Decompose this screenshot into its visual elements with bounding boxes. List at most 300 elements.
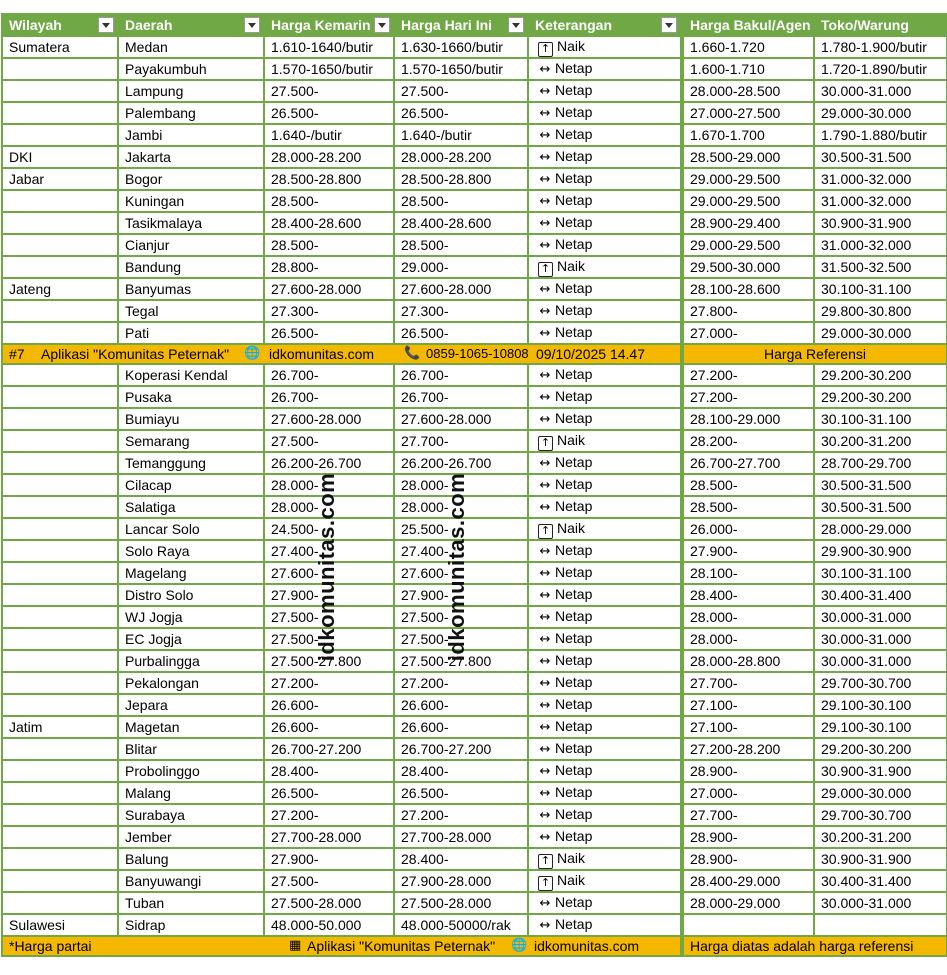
cell-harga-bakul[interactable]: 28.000-29.000 xyxy=(682,892,814,914)
cell-harga-hari-ini[interactable]: 26.500- xyxy=(394,782,528,804)
col-keterangan[interactable]: Keterangan xyxy=(528,14,682,36)
cell-wilayah[interactable] xyxy=(2,650,118,672)
cell-harga-kemarin[interactable]: 26.700- xyxy=(264,386,394,408)
cell-wilayah[interactable] xyxy=(2,694,118,716)
cell-harga-bakul[interactable]: 26.000- xyxy=(682,518,814,540)
cell-keterangan[interactable] xyxy=(528,102,682,124)
cell-harga-bakul[interactable]: 1.660-1.720 xyxy=(682,36,814,58)
cell-harga-hari-ini[interactable]: 27.200- xyxy=(394,672,528,694)
banner-phone[interactable]: 0859-1065-10808 xyxy=(426,346,529,361)
cell-daerah[interactable]: Semarang xyxy=(118,430,264,452)
cell-harga-kemarin[interactable]: 27.200- xyxy=(264,804,394,826)
cell-wilayah[interactable] xyxy=(2,760,118,782)
cell-toko-warung[interactable]: 30.100-31.100 xyxy=(814,408,947,430)
cell-harga-hari-ini[interactable]: 1.570-1650/butir xyxy=(394,58,528,80)
cell-harga-bakul[interactable]: 27.000- xyxy=(682,322,814,344)
cell-harga-hari-ini[interactable]: 27.500- xyxy=(394,606,528,628)
cell-harga-hari-ini[interactable]: 28.500- xyxy=(394,190,528,212)
cell-wilayah[interactable] xyxy=(2,672,118,694)
cell-daerah[interactable]: Cianjur xyxy=(118,234,264,256)
cell-harga-hari-ini[interactable]: 26.700- xyxy=(394,364,528,386)
col-toko-warung: Toko/Warung xyxy=(814,14,947,36)
cell-harga-bakul[interactable]: 28.900- xyxy=(682,760,814,782)
cell-wilayah[interactable]: Sumatera xyxy=(2,36,118,58)
cell-harga-hari-ini[interactable]: 27.200- xyxy=(394,804,528,826)
cell-wilayah[interactable] xyxy=(2,540,118,562)
cell-harga-bakul[interactable]: 29.000-29.500 xyxy=(682,234,814,256)
cell-harga-bakul[interactable]: 26.700-27.700 xyxy=(682,452,814,474)
cell-harga-bakul[interactable]: 28.500- xyxy=(682,496,814,518)
cell-keterangan[interactable] xyxy=(528,562,682,584)
cell-harga-hari-ini[interactable]: 26.200-26.700 xyxy=(394,452,528,474)
cell-harga-kemarin[interactable]: 27.500-27.800 xyxy=(264,650,394,672)
cell-keterangan[interactable] xyxy=(528,760,682,782)
cell-wilayah[interactable] xyxy=(2,234,118,256)
cell-keterangan[interactable] xyxy=(528,672,682,694)
cell-harga-hari-ini[interactable]: 27.700- xyxy=(394,430,528,452)
cell-toko-warung[interactable]: 29.700-30.700 xyxy=(814,804,947,826)
cell-wilayah[interactable] xyxy=(2,212,118,234)
cell-harga-bakul[interactable]: 28.000-28.800 xyxy=(682,650,814,672)
cell-wilayah[interactable] xyxy=(2,386,118,408)
filter-dropdown-icon[interactable] xyxy=(374,17,390,33)
cell-harga-bakul[interactable]: 28.400-29.000 xyxy=(682,870,814,892)
cell-daerah[interactable]: Banyumas xyxy=(118,278,264,300)
cell-harga-kemarin[interactable]: 27.600-28.000 xyxy=(264,278,394,300)
cell-keterangan[interactable] xyxy=(528,168,682,190)
table-row xyxy=(2,430,947,452)
cell-harga-kemarin[interactable]: 28.800- xyxy=(264,256,394,278)
cell-daerah[interactable]: WJ Jogja xyxy=(118,606,264,628)
cell-harga-kemarin[interactable]: 26.200-26.700 xyxy=(264,452,394,474)
cell-daerah[interactable]: Tasikmalaya xyxy=(118,212,264,234)
cell-wilayah[interactable] xyxy=(2,606,118,628)
cell-daerah[interactable]: Malang xyxy=(118,782,264,804)
cell-keterangan[interactable] xyxy=(528,738,682,760)
cell-keterangan[interactable] xyxy=(528,234,682,256)
cell-keterangan[interactable] xyxy=(528,146,682,168)
cell-harga-kemarin[interactable]: 26.600- xyxy=(264,694,394,716)
cell-harga-bakul[interactable]: 28.100-28.600 xyxy=(682,278,814,300)
cell-harga-hari-ini[interactable]: 27.500-28.000 xyxy=(394,892,528,914)
cell-harga-hari-ini[interactable]: 27.700-28.000 xyxy=(394,826,528,848)
cell-harga-bakul[interactable]: 28.500-29.000 xyxy=(682,146,814,168)
cell-harga-hari-ini[interactable]: 27.500- xyxy=(394,80,528,102)
cell-keterangan[interactable] xyxy=(528,364,682,386)
cell-toko-warung[interactable]: 30.900-31.900 xyxy=(814,212,947,234)
filter-dropdown-icon[interactable] xyxy=(661,17,677,33)
cell-toko-warung[interactable]: 28.700-29.700 xyxy=(814,452,947,474)
cell-keterangan[interactable] xyxy=(528,58,682,80)
cell-wilayah[interactable] xyxy=(2,124,118,146)
cell-harga-bakul[interactable]: 28.100-29.000 xyxy=(682,408,814,430)
cell-harga-hari-ini[interactable]: 26.500- xyxy=(394,102,528,124)
cell-harga-kemarin[interactable]: 27.900- xyxy=(264,584,394,606)
cell-toko-warung[interactable]: 30.400-31.400 xyxy=(814,870,947,892)
cell-toko-warung[interactable]: 31.500-32.500 xyxy=(814,256,947,278)
cell-toko-warung[interactable]: 30.500-31.500 xyxy=(814,496,947,518)
cell-wilayah[interactable] xyxy=(2,738,118,760)
cell-harga-bakul[interactable]: 1.670-1.700 xyxy=(682,124,814,146)
cell-wilayah[interactable] xyxy=(2,190,118,212)
cell-toko-warung[interactable]: 30.200-31.200 xyxy=(814,826,947,848)
cell-keterangan[interactable] xyxy=(528,892,682,914)
cell-toko-warung[interactable]: 29.200-30.200 xyxy=(814,386,947,408)
cell-wilayah[interactable]: Sulawesi xyxy=(2,914,118,936)
cell-toko-warung[interactable]: 30.000-31.000 xyxy=(814,650,947,672)
cell-wilayah[interactable] xyxy=(2,80,118,102)
cell-harga-kemarin[interactable]: 27.600-28.000 xyxy=(264,408,394,430)
cell-wilayah[interactable] xyxy=(2,408,118,430)
cell-toko-warung[interactable]: 30.400-31.400 xyxy=(814,584,947,606)
cell-keterangan[interactable] xyxy=(528,36,682,58)
cell-toko-warung[interactable]: 29.200-30.200 xyxy=(814,738,947,760)
cell-toko-warung[interactable]: 30.000-31.000 xyxy=(814,628,947,650)
cell-harga-bakul[interactable]: 28.900- xyxy=(682,826,814,848)
cell-harga-bakul[interactable]: 27.700- xyxy=(682,672,814,694)
cell-harga-hari-ini[interactable]: 1.640-/butir xyxy=(394,124,528,146)
filter-dropdown-icon[interactable] xyxy=(244,17,260,33)
cell-toko-warung[interactable]: 1.720-1.890/butir xyxy=(814,58,947,80)
cell-daerah[interactable]: Jambi xyxy=(118,124,264,146)
cell-harga-hari-ini[interactable]: 28.000- xyxy=(394,474,528,496)
cell-harga-bakul[interactable]: 27.800- xyxy=(682,300,814,322)
cell-toko-warung[interactable]: 30.100-31.100 xyxy=(814,562,947,584)
cell-wilayah[interactable] xyxy=(2,584,118,606)
cell-harga-bakul[interactable]: 28.900-29.400 xyxy=(682,212,814,234)
cell-keterangan[interactable] xyxy=(528,628,682,650)
cell-toko-warung[interactable] xyxy=(814,914,947,936)
cell-keterangan[interactable] xyxy=(528,408,682,430)
cell-keterangan[interactable] xyxy=(528,870,682,892)
cell-keterangan[interactable] xyxy=(528,80,682,102)
cell-daerah[interactable]: Pekalongan xyxy=(118,672,264,694)
cell-harga-hari-ini[interactable]: 26.700- xyxy=(394,386,528,408)
cell-harga-bakul[interactable]: 27.000-27.500 xyxy=(682,102,814,124)
cell-daerah[interactable]: Medan xyxy=(118,36,264,58)
cell-harga-bakul[interactable]: 27.900- xyxy=(682,540,814,562)
cell-keterangan[interactable] xyxy=(528,826,682,848)
cell-harga-bakul[interactable]: 28.500- xyxy=(682,474,814,496)
cell-harga-kemarin[interactable]: 26.500- xyxy=(264,102,394,124)
cell-wilayah[interactable] xyxy=(2,496,118,518)
cell-wilayah[interactable] xyxy=(2,300,118,322)
cell-wilayah[interactable] xyxy=(2,364,118,386)
cell-toko-warung[interactable]: 29.000-30.000 xyxy=(814,782,947,804)
cell-toko-warung[interactable]: 29.000-30.000 xyxy=(814,322,947,344)
cell-harga-kemarin[interactable]: 27.500- xyxy=(264,80,394,102)
cell-daerah[interactable]: Bumiayu xyxy=(118,408,264,430)
cell-harga-kemarin[interactable]: 27.500- xyxy=(264,430,394,452)
cell-toko-warung[interactable]: 29.000-30.000 xyxy=(814,102,947,124)
cell-wilayah[interactable] xyxy=(2,474,118,496)
cell-harga-hari-ini[interactable]: 27.500- xyxy=(394,628,528,650)
arrow-left-right-icon: ↔ xyxy=(539,500,551,515)
cell-keterangan[interactable] xyxy=(528,300,682,322)
cell-toko-warung[interactable]: 30.200-31.200 xyxy=(814,430,947,452)
cell-daerah[interactable]: Jakarta xyxy=(118,146,264,168)
cell-wilayah[interactable] xyxy=(2,58,118,80)
cell-harga-kemarin[interactable]: 28.500- xyxy=(264,234,394,256)
cell-wilayah[interactable] xyxy=(2,562,118,584)
cell-harga-kemarin[interactable]: 24.500- xyxy=(264,518,394,540)
cell-harga-hari-ini[interactable]: 29.000- xyxy=(394,256,528,278)
cell-harga-hari-ini[interactable]: 1.630-1660/butir xyxy=(394,36,528,58)
cell-wilayah[interactable] xyxy=(2,102,118,124)
table-row xyxy=(2,278,947,300)
cell-daerah[interactable]: Cilacap xyxy=(118,474,264,496)
cell-daerah[interactable]: Pusaka xyxy=(118,386,264,408)
cell-daerah[interactable]: Palembang xyxy=(118,102,264,124)
cell-harga-kemarin[interactable]: 27.500- xyxy=(264,606,394,628)
cell-wilayah[interactable] xyxy=(2,782,118,804)
cell-harga-kemarin[interactable]: 26.500- xyxy=(264,322,394,344)
cell-harga-hari-ini[interactable]: 28.000- xyxy=(394,496,528,518)
cell-toko-warung[interactable]: 30.000-31.000 xyxy=(814,892,947,914)
cell-harga-hari-ini[interactable]: 26.700-27.200 xyxy=(394,738,528,760)
cell-harga-bakul[interactable]: 28.000- xyxy=(682,628,814,650)
banner-website-link[interactable]: idkomunitas.com xyxy=(269,346,375,362)
cell-keterangan[interactable] xyxy=(528,716,682,738)
cell-toko-warung[interactable]: 30.900-31.900 xyxy=(814,848,947,870)
cell-harga-hari-ini[interactable]: 28.500-28.800 xyxy=(394,168,528,190)
cell-harga-kemarin[interactable]: 27.900- xyxy=(264,848,394,870)
cell-keterangan[interactable] xyxy=(528,322,682,344)
cell-toko-warung[interactable]: 28.000-29.000 xyxy=(814,518,947,540)
cell-keterangan[interactable] xyxy=(528,256,682,278)
cell-daerah[interactable]: Kuningan xyxy=(118,190,264,212)
cell-wilayah[interactable] xyxy=(2,628,118,650)
cell-harga-bakul[interactable]: 27.700- xyxy=(682,804,814,826)
cell-keterangan[interactable] xyxy=(528,430,682,452)
cell-daerah[interactable]: Payakumbuh xyxy=(118,58,264,80)
cell-toko-warung[interactable]: 1.790-1.880/butir xyxy=(814,124,947,146)
cell-harga-bakul[interactable]: 29.000-29.500 xyxy=(682,190,814,212)
cell-harga-kemarin[interactable]: 27.600- xyxy=(264,562,394,584)
cell-keterangan[interactable] xyxy=(528,606,682,628)
cell-harga-kemarin[interactable]: 27.400- xyxy=(264,540,394,562)
cell-harga-kemarin[interactable]: 28.500- xyxy=(264,190,394,212)
cell-daerah[interactable]: Blitar xyxy=(118,738,264,760)
cell-harga-kemarin[interactable]: 26.600- xyxy=(264,716,394,738)
cell-keterangan[interactable] xyxy=(528,804,682,826)
cell-keterangan[interactable] xyxy=(528,782,682,804)
cell-harga-bakul[interactable]: 27.200- xyxy=(682,364,814,386)
cell-keterangan[interactable] xyxy=(528,848,682,870)
cell-toko-warung[interactable]: 31.000-32.000 xyxy=(814,190,947,212)
cell-harga-hari-ini[interactable]: 28.400- xyxy=(394,848,528,870)
cell-daerah[interactable]: Surabaya xyxy=(118,804,264,826)
cell-toko-warung[interactable]: 30.100-31.100 xyxy=(814,278,947,300)
cell-harga-kemarin[interactable]: 28.500-28.800 xyxy=(264,168,394,190)
cell-harga-kemarin[interactable]: 28.000- xyxy=(264,474,394,496)
cell-daerah[interactable]: Probolinggo xyxy=(118,760,264,782)
cell-keterangan[interactable] xyxy=(528,190,682,212)
cell-keterangan[interactable] xyxy=(528,650,682,672)
cell-harga-bakul[interactable]: 27.100- xyxy=(682,716,814,738)
cell-harga-bakul[interactable]: 28.900- xyxy=(682,848,814,870)
cell-wilayah[interactable]: DKI xyxy=(2,146,118,168)
cell-harga-hari-ini[interactable]: 28.400-28.600 xyxy=(394,212,528,234)
cell-harga-hari-ini[interactable]: 28.000-28.200 xyxy=(394,146,528,168)
cell-keterangan[interactable] xyxy=(528,386,682,408)
cell-daerah[interactable]: Purbalingga xyxy=(118,650,264,672)
cell-daerah[interactable]: Distro Solo xyxy=(118,584,264,606)
cell-harga-kemarin[interactable]: 27.500- xyxy=(264,870,394,892)
cell-wilayah[interactable] xyxy=(2,826,118,848)
cell-harga-kemarin[interactable]: 1.640-/butir xyxy=(264,124,394,146)
cell-daerah[interactable]: Magelang xyxy=(118,562,264,584)
cell-harga-bakul[interactable]: 27.000- xyxy=(682,782,814,804)
cell-harga-hari-ini[interactable]: 28.500- xyxy=(394,234,528,256)
cell-wilayah[interactable] xyxy=(2,892,118,914)
cell-daerah[interactable]: Tegal xyxy=(118,300,264,322)
cell-harga-hari-ini[interactable]: 27.500-27.800 xyxy=(394,650,528,672)
col-harga-hari-ini[interactable]: Harga Hari Ini xyxy=(394,14,528,36)
cell-daerah[interactable]: Solo Raya xyxy=(118,540,264,562)
cell-keterangan[interactable] xyxy=(528,694,682,716)
cell-harga-bakul[interactable]: 29.500-30.000 xyxy=(682,256,814,278)
cell-harga-hari-ini[interactable]: 27.600-28.000 xyxy=(394,278,528,300)
cell-wilayah[interactable] xyxy=(2,870,118,892)
cell-daerah[interactable]: Jember xyxy=(118,826,264,848)
cell-keterangan[interactable] xyxy=(528,278,682,300)
cell-harga-kemarin[interactable]: 27.500-28.000 xyxy=(264,892,394,914)
cell-harga-bakul[interactable]: 28.200- xyxy=(682,430,814,452)
cell-daerah[interactable]: Magetan xyxy=(118,716,264,738)
footer-website-link[interactable]: idkomunitas.com xyxy=(534,938,640,954)
cell-wilayah[interactable]: Jabar xyxy=(2,168,118,190)
cell-wilayah[interactable] xyxy=(2,804,118,826)
cell-keterangan[interactable] xyxy=(528,584,682,606)
cell-harga-kemarin[interactable]: 26.700-27.200 xyxy=(264,738,394,760)
cell-daerah[interactable]: Balung xyxy=(118,848,264,870)
cell-toko-warung[interactable]: 29.200-30.200 xyxy=(814,364,947,386)
cell-daerah[interactable]: Bogor xyxy=(118,168,264,190)
cell-toko-warung[interactable]: 29.700-30.700 xyxy=(814,672,947,694)
cell-toko-warung[interactable]: 29.100-30.100 xyxy=(814,694,947,716)
cell-toko-warung[interactable]: 31.000-32.000 xyxy=(814,168,947,190)
cell-harga-bakul[interactable]: 29.000-29.500 xyxy=(682,168,814,190)
cell-wilayah[interactable]: Jatim xyxy=(2,716,118,738)
cell-harga-kemarin[interactable]: 26.700- xyxy=(264,364,394,386)
cell-harga-bakul[interactable]: 28.000- xyxy=(682,606,814,628)
cell-wilayah[interactable] xyxy=(2,430,118,452)
cell-toko-warung[interactable]: 29.900-30.900 xyxy=(814,540,947,562)
cell-harga-hari-ini[interactable]: 48.000-50000/rak xyxy=(394,914,528,936)
cell-harga-hari-ini[interactable]: 27.300- xyxy=(394,300,528,322)
cell-wilayah[interactable]: Jateng xyxy=(2,278,118,300)
cell-harga-hari-ini[interactable]: 27.600- xyxy=(394,562,528,584)
status-text: Netap xyxy=(555,564,593,580)
cell-toko-warung[interactable]: 30.500-31.500 xyxy=(814,146,947,168)
cell-harga-kemarin[interactable]: 27.300- xyxy=(264,300,394,322)
cell-toko-warung[interactable]: 31.000-32.000 xyxy=(814,234,947,256)
cell-harga-hari-ini[interactable]: 26.500- xyxy=(394,322,528,344)
cell-harga-kemarin[interactable]: 27.700-28.000 xyxy=(264,826,394,848)
cell-harga-kemarin[interactable]: 1.570-1650/butir xyxy=(264,58,394,80)
cell-wilayah[interactable] xyxy=(2,518,118,540)
cell-keterangan[interactable] xyxy=(528,518,682,540)
cell-harga-kemarin[interactable]: 27.200- xyxy=(264,672,394,694)
cell-harga-bakul[interactable] xyxy=(682,914,814,936)
cell-daerah[interactable]: Bandung xyxy=(118,256,264,278)
cell-harga-hari-ini[interactable]: 26.600- xyxy=(394,694,528,716)
cell-harga-kemarin[interactable]: 28.000- xyxy=(264,496,394,518)
cell-harga-bakul[interactable]: 1.600-1.710 xyxy=(682,58,814,80)
cell-toko-warung[interactable]: 30.500-31.500 xyxy=(814,474,947,496)
cell-daerah[interactable]: Koperasi Kendal xyxy=(118,364,264,386)
cell-harga-hari-ini[interactable]: 27.900-28.000 xyxy=(394,870,528,892)
cell-harga-kemarin[interactable]: 28.400- xyxy=(264,760,394,782)
cell-toko-warung[interactable]: 29.100-30.100 xyxy=(814,716,947,738)
cell-harga-hari-ini[interactable]: 27.600-28.000 xyxy=(394,408,528,430)
cell-harga-hari-ini[interactable]: 27.900- xyxy=(394,584,528,606)
cell-harga-kemarin[interactable]: 28.000-28.200 xyxy=(264,146,394,168)
cell-daerah[interactable]: Jepara xyxy=(118,694,264,716)
col-daerah[interactable]: Daerah xyxy=(118,14,264,36)
cell-keterangan[interactable] xyxy=(528,540,682,562)
cell-toko-warung[interactable]: 30.900-31.900 xyxy=(814,760,947,782)
cell-harga-bakul[interactable]: 27.200-28.200 xyxy=(682,738,814,760)
cell-toko-warung[interactable]: 30.000-31.000 xyxy=(814,606,947,628)
cell-harga-kemarin[interactable]: 26.500- xyxy=(264,782,394,804)
cell-harga-kemarin[interactable]: 1.610-1640/butir xyxy=(264,36,394,58)
cell-keterangan[interactable] xyxy=(528,212,682,234)
cell-daerah[interactable]: Temanggung xyxy=(118,452,264,474)
status-text: Netap xyxy=(555,608,593,624)
phone-icon: 📞 xyxy=(404,346,421,361)
cell-daerah[interactable]: Banyuwangi xyxy=(118,870,264,892)
cell-toko-warung[interactable]: 30.000-31.000 xyxy=(814,80,947,102)
cell-wilayah[interactable] xyxy=(2,322,118,344)
cell-harga-hari-ini[interactable]: 26.600- xyxy=(394,716,528,738)
cell-harga-bakul[interactable]: 28.100- xyxy=(682,562,814,584)
cell-wilayah[interactable] xyxy=(2,256,118,278)
cell-daerah[interactable]: Lampung xyxy=(118,80,264,102)
cell-harga-hari-ini[interactable]: 25.500- xyxy=(394,518,528,540)
filter-dropdown-icon[interactable] xyxy=(508,17,524,33)
cell-daerah[interactable]: EC Jogja xyxy=(118,628,264,650)
col-wilayah[interactable]: Wilayah xyxy=(2,14,118,36)
cell-wilayah[interactable] xyxy=(2,452,118,474)
cell-daerah[interactable]: Salatiga xyxy=(118,496,264,518)
col-harga-kemarin[interactable]: Harga Kemarin xyxy=(264,14,394,36)
cell-keterangan[interactable] xyxy=(528,474,682,496)
filter-dropdown-icon[interactable] xyxy=(98,17,114,33)
cell-keterangan[interactable] xyxy=(528,914,682,936)
cell-toko-warung[interactable]: 29.800-30.800 xyxy=(814,300,947,322)
cell-daerah[interactable]: Pati xyxy=(118,322,264,344)
cell-keterangan[interactable] xyxy=(528,124,682,146)
cell-harga-bakul[interactable]: 28.000-28.500 xyxy=(682,80,814,102)
cell-daerah[interactable]: Tuban xyxy=(118,892,264,914)
cell-wilayah[interactable] xyxy=(2,848,118,870)
cell-harga-kemarin[interactable]: 28.400-28.600 xyxy=(264,212,394,234)
cell-harga-hari-ini[interactable]: 28.400- xyxy=(394,760,528,782)
cell-harga-bakul[interactable]: 27.100- xyxy=(682,694,814,716)
cell-toko-warung[interactable]: 1.780-1.900/butir xyxy=(814,36,947,58)
cell-harga-kemarin[interactable]: 48.000-50.000 xyxy=(264,914,394,936)
cell-keterangan[interactable] xyxy=(528,496,682,518)
cell-daerah[interactable]: Sidrap xyxy=(118,914,264,936)
cell-keterangan[interactable] xyxy=(528,452,682,474)
cell-harga-kemarin[interactable]: 27.500- xyxy=(264,628,394,650)
cell-harga-hari-ini[interactable]: 27.400- xyxy=(394,540,528,562)
cell-daerah[interactable]: Lancar Solo xyxy=(118,518,264,540)
cell-harga-bakul[interactable]: 27.200- xyxy=(682,386,814,408)
cell-harga-bakul[interactable]: 28.400- xyxy=(682,584,814,606)
